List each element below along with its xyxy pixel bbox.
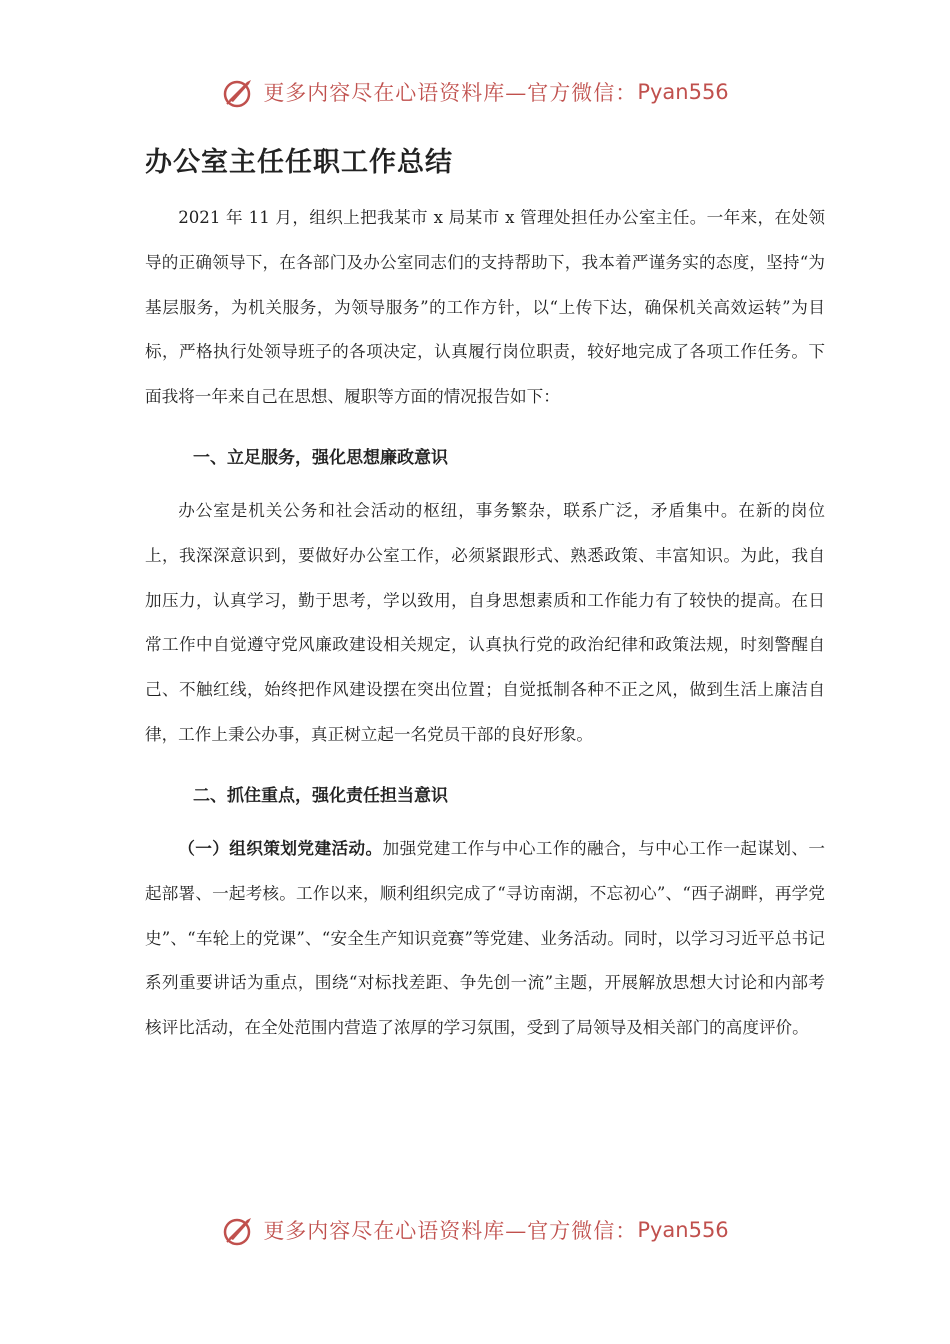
watermark-header xyxy=(0,70,950,114)
section2-sub-label: （一）组织策划党建活动。 xyxy=(178,839,383,858)
watermark-text: 更多内容尽在心语资料库—官方微信： xyxy=(263,81,638,105)
watermark-wechat-id: Pyan556 xyxy=(637,80,729,104)
section2-heading: 二、抓住重点，强化责任担当意识 xyxy=(193,786,448,806)
section1-heading: 一、立足服务，强化思想廉政意识 xyxy=(193,448,448,468)
watermark-text: 更多内容尽在心语资料库—官方微信： xyxy=(263,1219,638,1243)
watermark-footer xyxy=(0,1208,950,1252)
document-title: 办公室主任任职工作总结 xyxy=(145,147,453,178)
watermark-wechat-id: Pyan556 xyxy=(637,1218,729,1242)
intro-paragraph: 2021 年 11 月，组织上把我某市 x 局某市 x 管理处担任办公室主任。一年来，在处领导的正确领导下，在各部门及办公室同志们的支持帮助下，我本着严谨务实的态度，坚持“为基层服务，为机关服务，为领导服务”的工作方针，以“上传下达，确保机关高效运转”为目标，严格执行处领导班子的各项决定，认真履行岗位职责，较好地完成了各项工作任务。下面我将一年来自己在思想、履职等方面的情况报告如下： xyxy=(145,208,825,407)
quill-logo-icon xyxy=(221,74,257,110)
quill-logo-icon xyxy=(221,1212,257,1248)
section1-paragraph: 办公室是机关公务和社会活动的枢纽，事务繁杂，联系广泛，矛盾集中。在新的岗位上，我深深意识到，要做好办公室工作，必须紧跟形式、熟悉政策、丰富知识。为此，我自加压力，认真学习，勤于思考，学以致用，自身思想素质和工作能力有了较快的提高。在日常工作中自觉遵守党风廉政建设相关规定，认真执行党的政治纪律和政策法规，时刻警醒自己、不触红线，始终把作风建设摆在突出位置；自觉抵制各种不正之风，做到生活上廉洁自律，工作上秉公办事，真正树立起一名党员干部的良好形象。 xyxy=(145,501,825,744)
section2-sub-paragraph xyxy=(145,827,825,1051)
section2-sub-body: 加强党建工作与中心工作的融合，与中心工作一起谋划、一起部署、一起考核。工作以来，顺利组织完成了“寻访南湖，不忘初心”、“西子湖畔，再学党史”、“车轮上的党课”、“安全生产知识竞赛”等党建、业务活动。同时，以学习习近平总书记系列重要讲话为重点，围绕“对标找差距、争先创一流”主题，开展解放思想大讨论和内部考核评比活动，在全处范围内营造了浓厚的学习氛围，受到了局领导及相关部门的高度评价。 xyxy=(145,839,826,1038)
